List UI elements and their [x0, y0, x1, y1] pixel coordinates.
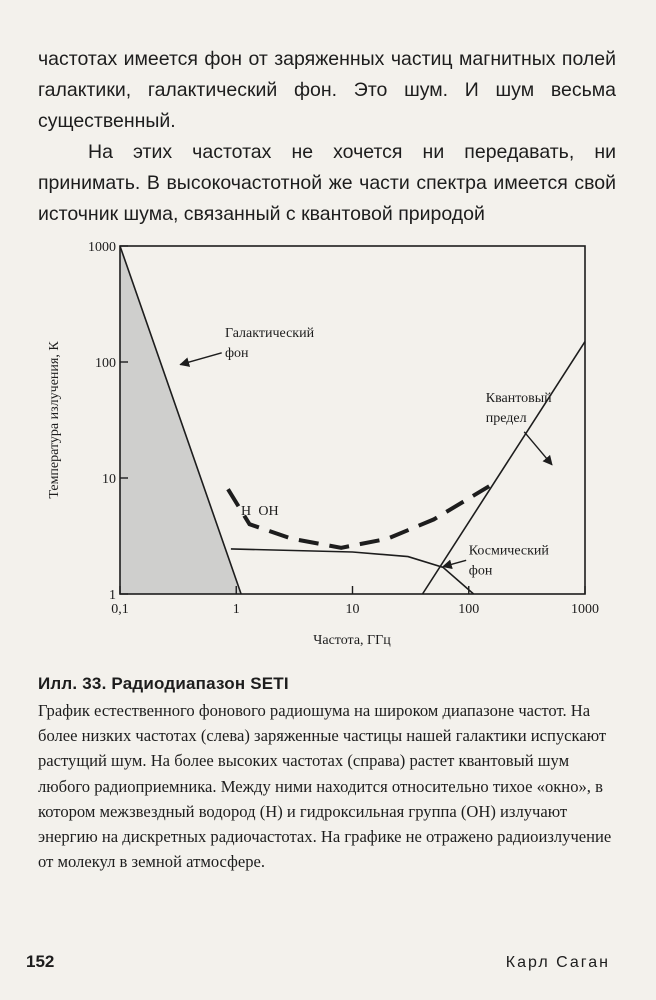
arrow-quantum [524, 432, 552, 465]
x-tick-label: 100 [458, 602, 480, 617]
y-tick-label: 1000 [88, 240, 116, 255]
y-tick-label: 1 [109, 588, 116, 603]
figure-caption-text: График естественного фонового радиошума на широком диапазоне частот. На более низких частотах (слева) заряженные частицы нашей галактики испускают растущий шум. На более высоких частотах (справа) растет квантовый шум любого радиоприемника. Между ними находится относительно тихое «окно», в котором межзвездный водород (H) и гидроксильная группа (OH) излучают энергию на дискретных радиочастотах. На графике не отражено радиоизлучение от молекул в земной атмосфере. [38, 701, 612, 872]
label-oh: OH [258, 503, 279, 519]
label-quantum: Квантовый предел [485, 391, 552, 427]
x-tick-label: 1 [232, 602, 240, 617]
figure-title: Илл. 33. Радиодиапазон SETI [38, 674, 289, 693]
y-tick-label: 10 [102, 472, 116, 487]
label-cosmic: Космический фон [468, 543, 549, 579]
y-axis-label: Температура излучения, К [47, 341, 62, 499]
body-text [38, 44, 616, 230]
x-tick-label: 0,1 [111, 602, 129, 617]
x-tick-label: 1000 [571, 602, 599, 617]
arrow-cosmic [443, 560, 466, 566]
label-h: H [241, 503, 252, 519]
chart-svg [30, 234, 610, 654]
seti-chart [30, 234, 610, 654]
x-tick-label: 10 [345, 602, 360, 617]
x-axis-label: Частота, ГГц [313, 633, 391, 648]
page-footer [26, 952, 610, 972]
arrow-galactic [180, 353, 221, 365]
y-tick-label: 100 [95, 356, 116, 371]
running-head: Карл Саган [505, 954, 610, 971]
figure-caption [38, 698, 612, 874]
label-galactic: Галактический фон [224, 325, 315, 361]
paragraph-1: частотах имеется фон от заряженных частиц магнитных полей галактики, галактический фон. Это шум. И шум весьма существенный. [38, 48, 616, 132]
paragraph-2: На этих частотах не хочется ни передавать, ни принимать. В высокочастотной же части спектра имеется свой источник шума, связанный с квантовой природой [38, 141, 616, 225]
page-number: 152 [26, 952, 55, 971]
